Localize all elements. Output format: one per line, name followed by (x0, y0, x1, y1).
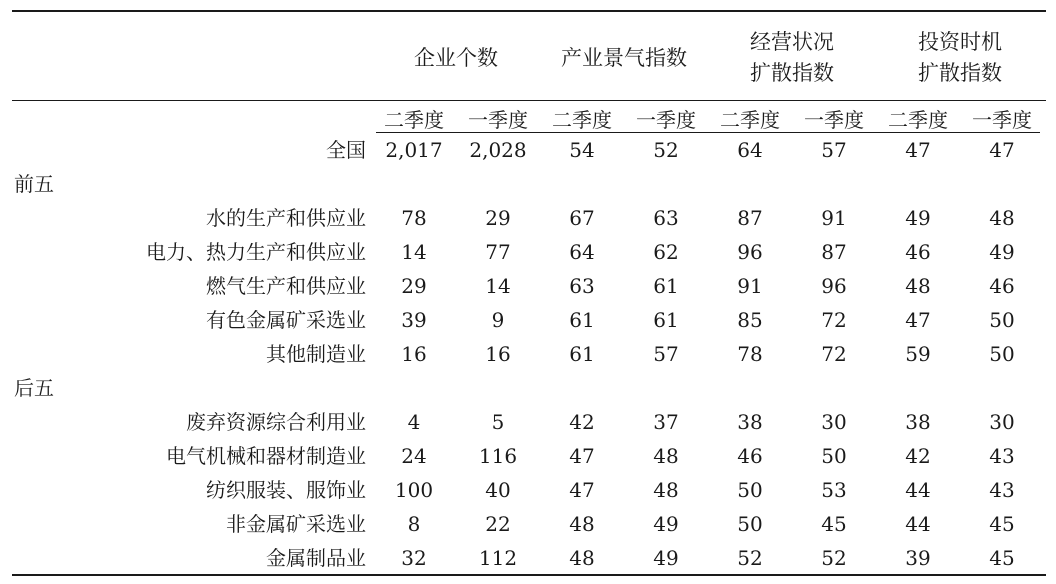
table-cell: 29 (401, 274, 427, 298)
table-cell: 87 (821, 240, 847, 264)
table-cell: 43 (989, 478, 1015, 502)
table-cell: 63 (569, 274, 595, 298)
table-cell: 48 (653, 478, 679, 502)
row-label: 水的生产和供应业 (206, 206, 366, 230)
table-cell: 4 (407, 410, 421, 434)
table-cell: 62 (653, 240, 679, 264)
table-cell: 112 (478, 546, 518, 570)
table-cell: 49 (989, 240, 1015, 264)
column-group-line: 企业个数 (414, 45, 498, 70)
table-cell: 61 (653, 274, 679, 298)
table-cell: 72 (821, 308, 847, 332)
table-cell: 91 (737, 274, 763, 298)
table-cell: 14 (485, 274, 511, 298)
table-cell: 47 (905, 308, 931, 332)
table-cell: 47 (989, 138, 1015, 162)
row-label: 纺织服装、服饰业 (206, 478, 366, 502)
table-cell: 57 (821, 138, 847, 162)
table-cell: 45 (989, 512, 1015, 536)
table-cell: 16 (401, 342, 427, 366)
row-label: 废弃资源综合利用业 (186, 410, 366, 434)
sub-header-q1: 一季度 (972, 108, 1032, 132)
column-group-industry-index (540, 26, 708, 90)
sub-header-q2: 二季度 (552, 108, 612, 132)
table-cell: 48 (905, 274, 931, 298)
sub-header-q1: 一季度 (804, 108, 864, 132)
column-group-operation-index (708, 26, 876, 90)
table-cell: 43 (989, 444, 1015, 468)
table-cell: 16 (485, 342, 511, 366)
table-cell: 47 (905, 138, 931, 162)
table-cell: 14 (401, 240, 427, 264)
table-cell: 48 (569, 512, 595, 536)
table-row (0, 269, 1056, 303)
table-cell: 29 (485, 206, 511, 230)
table-cell: 32 (401, 546, 427, 570)
table-cell: 44 (905, 478, 931, 502)
table-cell: 91 (821, 206, 847, 230)
column-group-investment-index (876, 26, 1044, 90)
table-row (0, 473, 1056, 507)
sub-header-q2: 二季度 (720, 108, 780, 132)
column-group-line: 扩散指数 (750, 61, 834, 85)
table-top-rule (12, 10, 1046, 12)
sub-header-q2: 二季度 (384, 108, 444, 132)
table-cell: 48 (653, 444, 679, 468)
table-cell: 67 (569, 206, 595, 230)
table-cell: 38 (905, 410, 931, 434)
table-cell: 52 (821, 546, 847, 570)
table-row (0, 405, 1056, 439)
table-row (0, 201, 1056, 235)
sub-header-q1: 一季度 (468, 108, 528, 132)
row-label: 非金属矿采选业 (226, 512, 366, 536)
table-cell: 48 (989, 206, 1015, 230)
table-cell: 100 (394, 478, 434, 502)
table-cell: 50 (989, 308, 1015, 332)
table-cell: 87 (737, 206, 763, 230)
table-cell: 61 (569, 342, 595, 366)
table-cell: 24 (401, 444, 427, 468)
table-cell: 54 (569, 138, 595, 162)
table-cell: 45 (821, 512, 847, 536)
row-label: 电气机械和器材制造业 (166, 444, 366, 468)
table-cell: 47 (569, 444, 595, 468)
table-cell: 2,028 (469, 138, 527, 162)
table-cell: 39 (905, 546, 931, 570)
section-label: 后五 (14, 376, 54, 400)
table-cell: 50 (737, 478, 763, 502)
table-cell: 46 (989, 274, 1015, 298)
sub-header-q2: 二季度 (888, 108, 948, 132)
table-cell: 42 (905, 444, 931, 468)
column-group-line: 扩散指数 (918, 61, 1002, 85)
section-row (0, 167, 1056, 201)
table-bottom-rule (12, 574, 1046, 576)
table-cell: 30 (989, 410, 1015, 434)
table-cell: 96 (737, 240, 763, 264)
table-cell: 30 (821, 410, 847, 434)
table-row (0, 235, 1056, 269)
table-cell: 49 (653, 546, 679, 570)
table-row (0, 133, 1056, 167)
table-cell: 52 (737, 546, 763, 570)
column-group-line: 产业景气指数 (561, 45, 687, 70)
table-cell: 116 (478, 444, 518, 468)
table-cell: 61 (569, 308, 595, 332)
table-cell: 78 (737, 342, 763, 366)
column-group-line: 投资时机 (918, 30, 1002, 54)
row-label: 有色金属矿采选业 (206, 308, 366, 332)
table-cell: 42 (569, 410, 595, 434)
table-cell: 72 (821, 342, 847, 366)
table-cell: 44 (905, 512, 931, 536)
table-cell: 96 (821, 274, 847, 298)
table-cell: 50 (737, 512, 763, 536)
column-group-line: 经营状况 (750, 30, 834, 54)
table-cell: 63 (653, 206, 679, 230)
row-label: 金属制品业 (266, 546, 366, 570)
table-cell: 47 (569, 478, 595, 502)
sub-header-q1: 一季度 (636, 108, 696, 132)
table-cell: 59 (905, 342, 931, 366)
table-cell: 64 (569, 240, 595, 264)
row-label: 其他制造业 (266, 342, 366, 366)
table-cell: 37 (653, 410, 679, 434)
table-cell: 61 (653, 308, 679, 332)
table-cell: 39 (401, 308, 427, 332)
table-cell: 40 (485, 478, 511, 502)
table-row (0, 541, 1056, 575)
table-cell: 85 (737, 308, 763, 332)
section-row (0, 371, 1056, 405)
row-label: 燃气生产和供应业 (206, 274, 366, 298)
table-cell: 49 (905, 206, 931, 230)
table-cell: 46 (737, 444, 763, 468)
table-cell: 52 (653, 138, 679, 162)
table-cell: 46 (905, 240, 931, 264)
table-cell: 50 (821, 444, 847, 468)
table-cell: 78 (401, 206, 427, 230)
table-row (0, 507, 1056, 541)
table-row (0, 439, 1056, 473)
row-label: 全国 (326, 138, 366, 162)
column-group-enterprise-count (372, 26, 540, 90)
section-label: 前五 (14, 172, 54, 196)
table-cell: 64 (737, 138, 763, 162)
table-row (0, 337, 1056, 371)
table-cell: 5 (491, 410, 505, 434)
table-cell: 45 (989, 546, 1015, 570)
table-cell: 22 (485, 512, 511, 536)
table-cell: 48 (569, 546, 595, 570)
table-cell: 49 (653, 512, 679, 536)
table-cell: 53 (821, 478, 847, 502)
table-cell: 38 (737, 410, 763, 434)
header-rule (12, 100, 1046, 101)
table-cell: 77 (485, 240, 511, 264)
table-cell: 8 (407, 512, 421, 536)
table-cell: 50 (989, 342, 1015, 366)
row-label: 电力、热力生产和供应业 (146, 240, 366, 264)
table-cell: 57 (653, 342, 679, 366)
table-row (0, 303, 1056, 337)
table-cell: 9 (491, 308, 505, 332)
table-cell: 2,017 (385, 138, 443, 162)
